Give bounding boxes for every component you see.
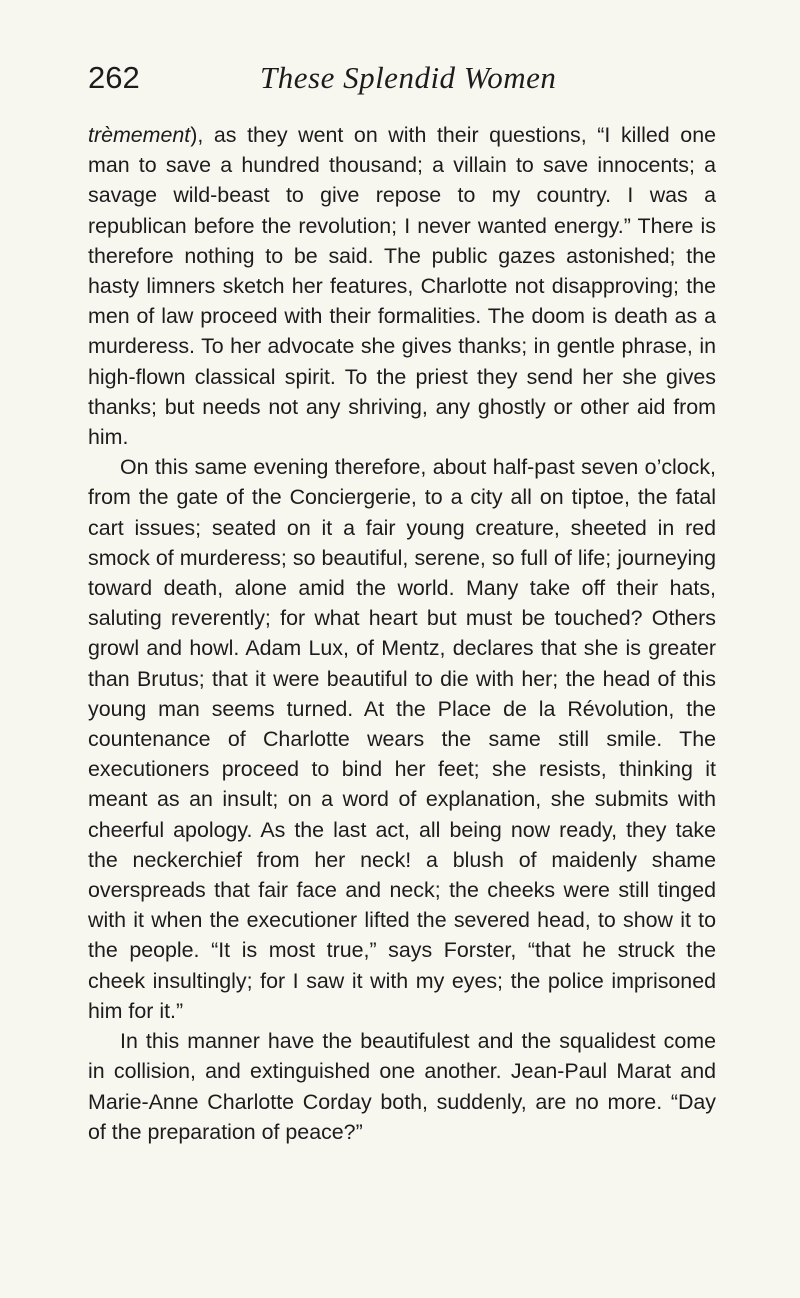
body-text (88, 120, 716, 1147)
page-number: 262 (88, 60, 140, 95)
paragraph-1-text: ), as they went on with their questions, “I killed one man to save a hundred thousand; a villain to save innocents; a savage wild-beast to give repose to my country. I was a republican before the revolution; I never wanted energy.” There is therefore nothing to be said. The public gazes astonished; the hasty limners sketch her features, Charlotte not disapproving; the men of law proceed with their formalities. The doom is death as a murderess. To her advocate she gives thanks; in gentle phrase, in high-flown classical spirit. To the priest they send her she gives thanks; but needs not any shriving, any ghostly or other aid from him. (88, 123, 716, 450)
running-title: These Splendid Women (260, 60, 557, 95)
page-header (88, 60, 728, 100)
paragraph-1 (88, 120, 716, 452)
paragraph-2: On this same evening therefore, about half-past seven o’clock, from the gate of the Conciergerie, to a city all on tiptoe, the fatal cart issues; seated on it a fair young creature, sheeted in red smock of murderess; so beautiful, serene, so full of life; journeying toward death, alone amid the world. Many take off their hats, saluting reverently; for what heart but must be touched? Others growl and howl. Adam Lux, of Mentz, declares that she is greater than Brutus; that it were beautiful to die with her; the head of this young man seems turned. At the Place de la Révolution, the countenance of Charlotte wears the same still smile. The executioners proceed to bind her feet; she resists, thinking it meant as an insult; on a word of explanation, she submits with cheerful apology. As the last act, all being now ready, they take the neckerchief from her neck! a blush of maidenly shame overspreads that fair face and neck; the cheeks were still tinged with it when the executioner lifted the severed head, to show it to the people. “It is most true,” says Forster, “that he struck the cheek insultingly; for I saw it with my eyes; the police imprisoned him for it.” (88, 455, 716, 1023)
italic-lead-word: trèmement (88, 123, 191, 147)
paragraph-3: In this manner have the beautifulest and the squalidest come in collision, and extinguished one another. Jean-Paul Marat and Marie-Anne Charlotte Corday both, suddenly, are no more. “Day of the preparation of peace?” (88, 1029, 716, 1144)
